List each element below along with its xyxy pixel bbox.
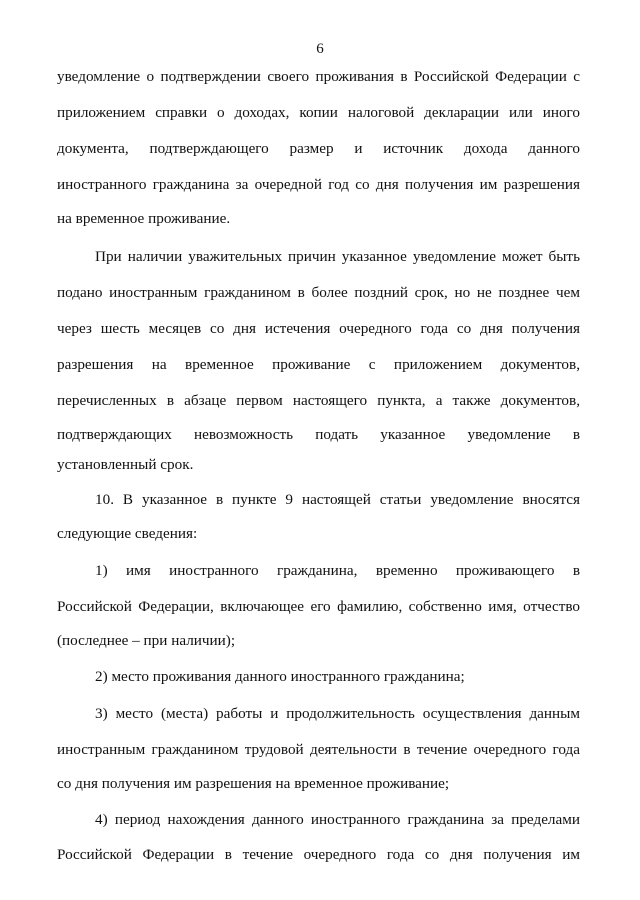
text-line: перечисленных в абзаце первом настоящего пункта, а также документов,: [57, 392, 580, 409]
text-line: 10. В указанное в пункте 9 настоящей статьи уведомление вносятся: [95, 491, 580, 508]
text-line: (последнее – при наличии);: [57, 632, 236, 649]
text-line: разрешения на временное проживание с приложением документов,: [57, 356, 580, 373]
text-line: При наличии уважительных причин указанное уведомление может быть: [95, 248, 580, 265]
list-item: 2) место проживания данного иностранного гражданина;: [95, 668, 465, 685]
text-line: документа, подтверждающего размер и источник дохода данного: [57, 140, 580, 157]
text-line: через шесть месяцев со дня истечения очередного года со дня получения: [57, 320, 580, 337]
list-item: 3) место (места) работы и продолжительность осуществления данным: [95, 705, 580, 722]
text-line: подтверждающих невозможность подать указанное уведомление в: [57, 426, 580, 443]
text-line: установленный срок.: [57, 456, 194, 473]
text-line: подано иностранным гражданином в более поздний срок, но не позднее чем: [57, 284, 580, 301]
text-line: Российской Федерации в течение очередного года со дня получения им: [57, 846, 580, 863]
page-number: 6: [316, 41, 324, 57]
text-line: следующие сведения:: [57, 525, 198, 542]
text-line: иностранного гражданина за очередной год со дня получения им разрешения: [57, 176, 580, 193]
text-line: приложением справки о доходах, копии налоговой декларации или иного: [57, 104, 580, 121]
text-line: иностранным гражданином трудовой деятельности в течение очередного года: [57, 741, 580, 758]
text-line: на временное проживание.: [57, 210, 231, 227]
text-line: со дня получения им разрешения на временное проживание;: [57, 775, 450, 792]
list-item: 4) период нахождения данного иностранного гражданина за пределами: [95, 811, 580, 828]
text-line: уведомление о подтверждении своего проживания в Российской Федерации с: [57, 68, 580, 85]
text-line: Российской Федерации, включающее его фамилию, собственно имя, отчество: [57, 598, 580, 615]
list-item: 1) имя иностранного гражданина, временно проживающего в: [95, 562, 580, 579]
